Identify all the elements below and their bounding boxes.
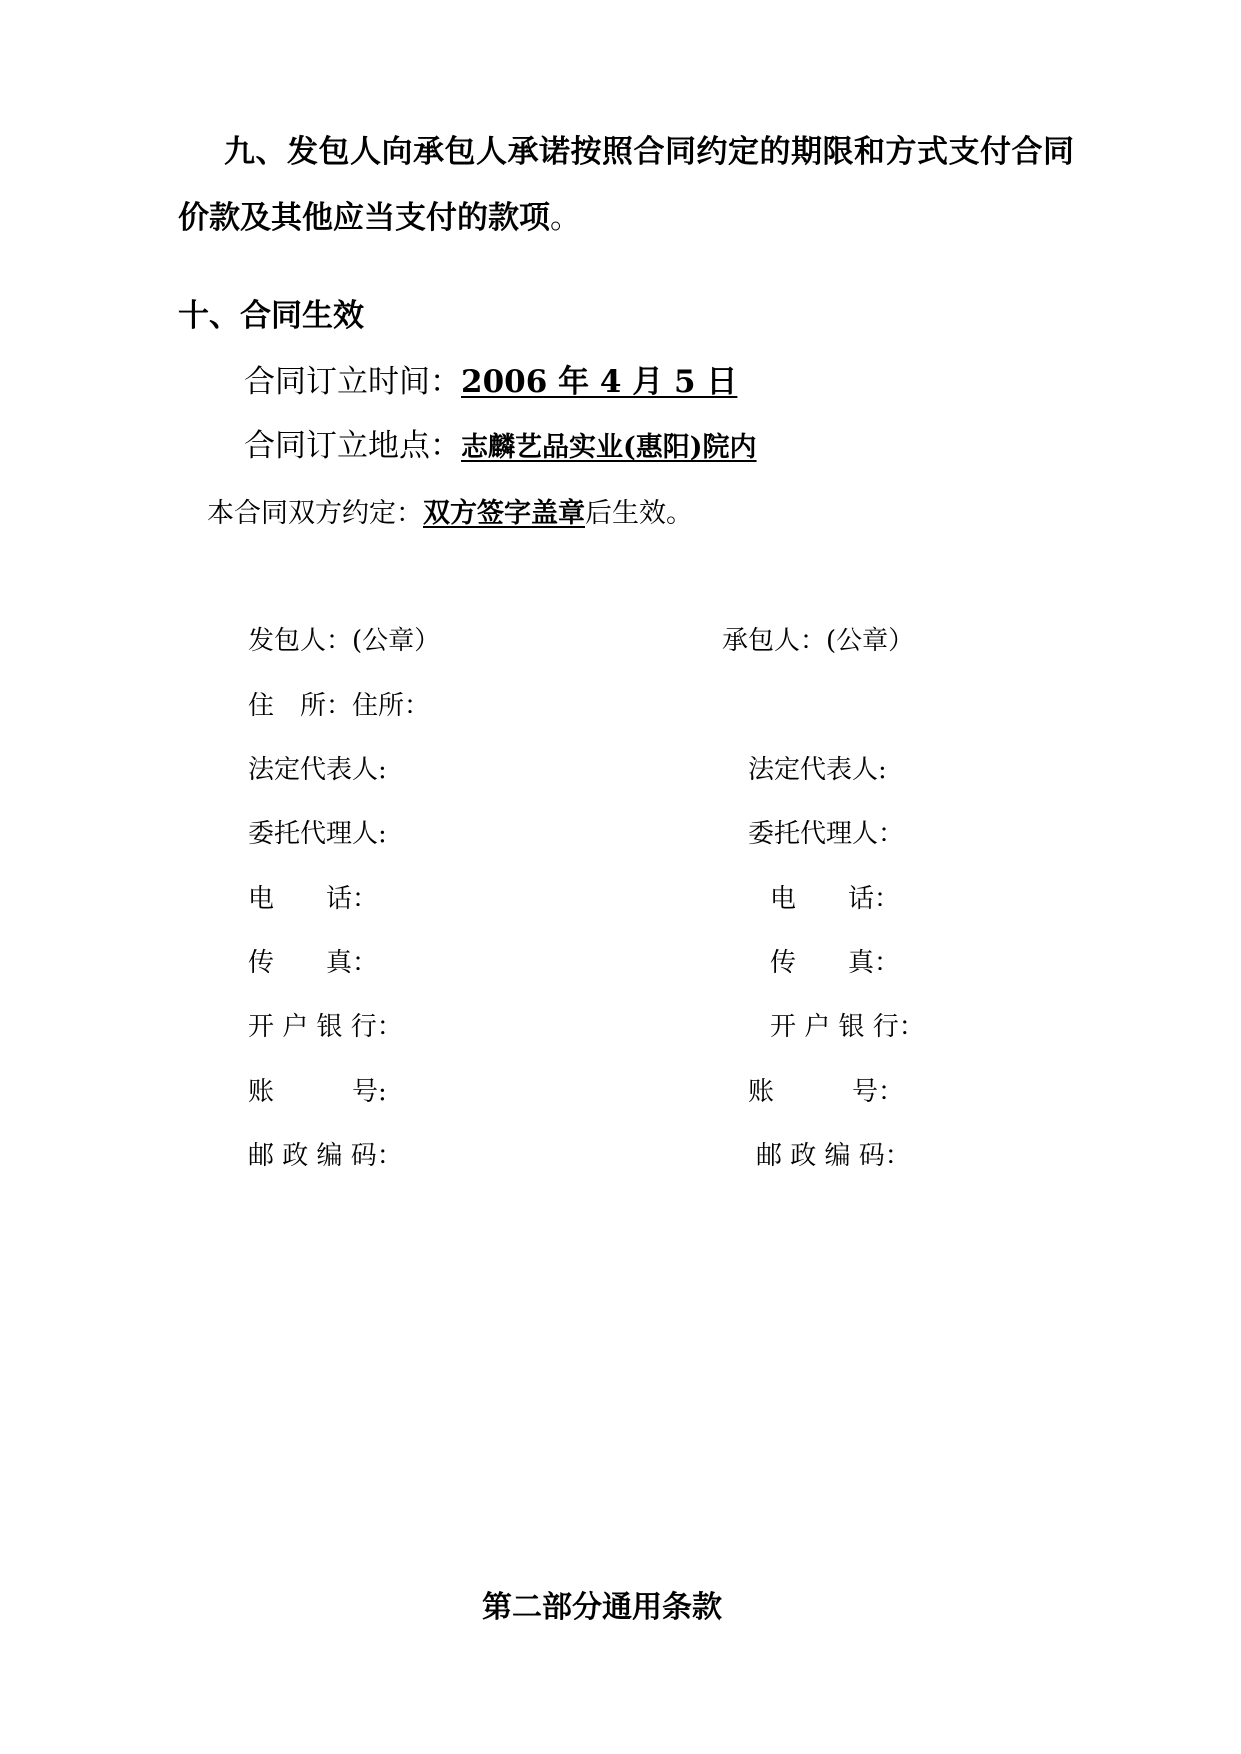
- contractor-agent: 委托代理人：: [748, 819, 905, 849]
- contract-place-label: 合同订立地点：: [244, 428, 461, 464]
- contractor-postcode: 邮 政 编 码：: [756, 1141, 911, 1171]
- part-two-title: 第二部分通用条款: [482, 1590, 722, 1625]
- contract-effect-suffix: 后生效。: [585, 498, 693, 529]
- contractor-fax: 传 真：: [770, 948, 901, 978]
- contractor-bank: 开 户 银 行：: [770, 1012, 925, 1042]
- contractor-legal-rep: 法定代表人:: [748, 755, 887, 785]
- employer-bank: 开 户 银 行：: [248, 1012, 403, 1042]
- employer-account: 账 号:: [248, 1077, 387, 1107]
- contract-time-label: 合同订立时间：: [244, 364, 461, 400]
- employer-party: 发包人：(公章）: [248, 626, 441, 656]
- contract-effect-value: 双方签字盖章: [423, 498, 585, 529]
- employer-address: 住 所：住所：: [248, 691, 431, 721]
- clause-9-line-1: 九、发包人向承包人承诺按照合同约定的期限和方式支付合同: [224, 134, 1075, 170]
- contractor-party: 承包人：(公章）: [722, 626, 915, 656]
- contractor-phone: 电 话：: [770, 884, 901, 914]
- contract-time-row: [244, 356, 737, 401]
- clause-9-bold-text: 价款及其他应当支付的款项: [178, 200, 550, 236]
- contractor-account: 账 号：: [748, 1077, 905, 1107]
- contract-place-row: [244, 420, 757, 465]
- employer-phone: 电 话：: [248, 884, 379, 914]
- contract-effect-prefix: 本合同双方约定：: [207, 498, 423, 529]
- employer-postcode: 邮 政 编 码：: [248, 1141, 403, 1171]
- contract-time-value: 2006 年 4 月 5 日: [461, 364, 738, 400]
- employer-legal-rep: 法定代表人:: [248, 755, 387, 785]
- employer-agent: 委托代理人:: [248, 819, 387, 849]
- employer-fax: 传 真：: [248, 948, 379, 978]
- clause-9-period: 。: [550, 200, 581, 236]
- clause-9-line-2: [178, 192, 581, 237]
- contract-effect-row: [207, 491, 693, 530]
- clause-10-heading: 十、合同生效: [178, 298, 364, 334]
- contract-place-value: 志麟艺品实业(惠阳)院内: [461, 432, 757, 463]
